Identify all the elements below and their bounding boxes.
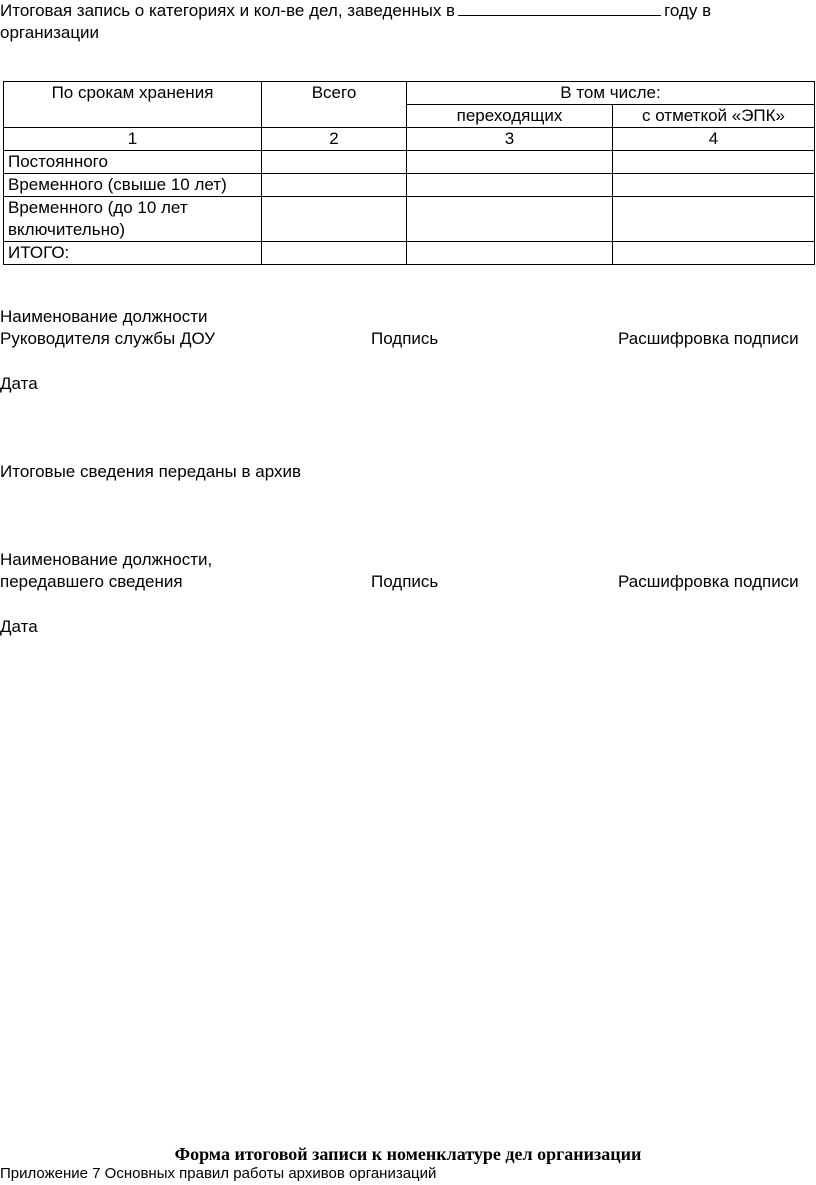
date-label: Дата bbox=[0, 617, 38, 636]
cell-total bbox=[262, 174, 407, 197]
row-label: Временного (до 10 лет включительно) bbox=[4, 197, 262, 242]
row-label: ИТОГО: bbox=[4, 242, 262, 265]
position-title-label: передавшего сведения bbox=[0, 572, 183, 591]
table-row bbox=[4, 197, 815, 242]
table-row bbox=[4, 174, 815, 197]
intro-line-2: организации bbox=[0, 23, 100, 42]
cell-total bbox=[262, 151, 407, 174]
intro-text-part2: году в bbox=[664, 1, 712, 20]
table-total-row bbox=[4, 242, 815, 265]
position-title-label: Руководителя службы ДОУ bbox=[0, 329, 216, 348]
cell-epk bbox=[613, 197, 815, 242]
cell-transferred bbox=[407, 242, 613, 265]
column-number: 4 bbox=[613, 128, 815, 151]
header-epk: с отметкой «ЭПК» bbox=[613, 105, 815, 128]
table-number-row bbox=[4, 128, 815, 151]
intro-line bbox=[0, 0, 711, 22]
cell-total bbox=[262, 242, 407, 265]
form-caption: Форма итоговой записи к номенклатуре дел организации bbox=[174, 1144, 642, 1164]
signature-label: Подпись bbox=[371, 572, 439, 591]
table-row bbox=[4, 151, 815, 174]
signature-decode-label: Расшифровка подписи bbox=[618, 329, 799, 348]
header-retention: По срокам хранения bbox=[4, 82, 262, 128]
table-header-row bbox=[4, 82, 815, 105]
date-label: Дата bbox=[0, 374, 38, 393]
header-transferred: переходящих bbox=[407, 105, 613, 128]
cell-epk bbox=[613, 242, 815, 265]
cell-total bbox=[262, 197, 407, 242]
cell-transferred bbox=[407, 197, 613, 242]
position-title-label: Наименование должности, bbox=[0, 550, 213, 569]
intro-text-part1: Итоговая запись о категориях и кол-ве дел, заведенных в bbox=[0, 1, 456, 20]
signature-label: Подпись bbox=[371, 329, 439, 348]
header-including: В том числе: bbox=[407, 82, 815, 105]
cell-epk bbox=[613, 174, 815, 197]
row-label: Временного (свыше 10 лет) bbox=[4, 174, 262, 197]
header-total: Всего bbox=[262, 82, 407, 128]
cell-transferred bbox=[407, 151, 613, 174]
archive-note: Итоговые сведения переданы в архив bbox=[0, 462, 301, 481]
year-blank-line bbox=[458, 1, 661, 16]
signature-decode-label: Расшифровка подписи bbox=[618, 572, 799, 591]
column-number: 3 bbox=[407, 128, 613, 151]
cell-transferred bbox=[407, 174, 613, 197]
source-note: Приложение 7 Основных правил работы архивов организаций bbox=[0, 1165, 437, 1182]
column-number: 2 bbox=[262, 128, 407, 151]
column-number: 1 bbox=[4, 128, 262, 151]
records-table bbox=[3, 81, 815, 265]
row-label: Постоянного bbox=[4, 151, 262, 174]
position-title-label: Наименование должности bbox=[0, 307, 208, 326]
cell-epk bbox=[613, 151, 815, 174]
